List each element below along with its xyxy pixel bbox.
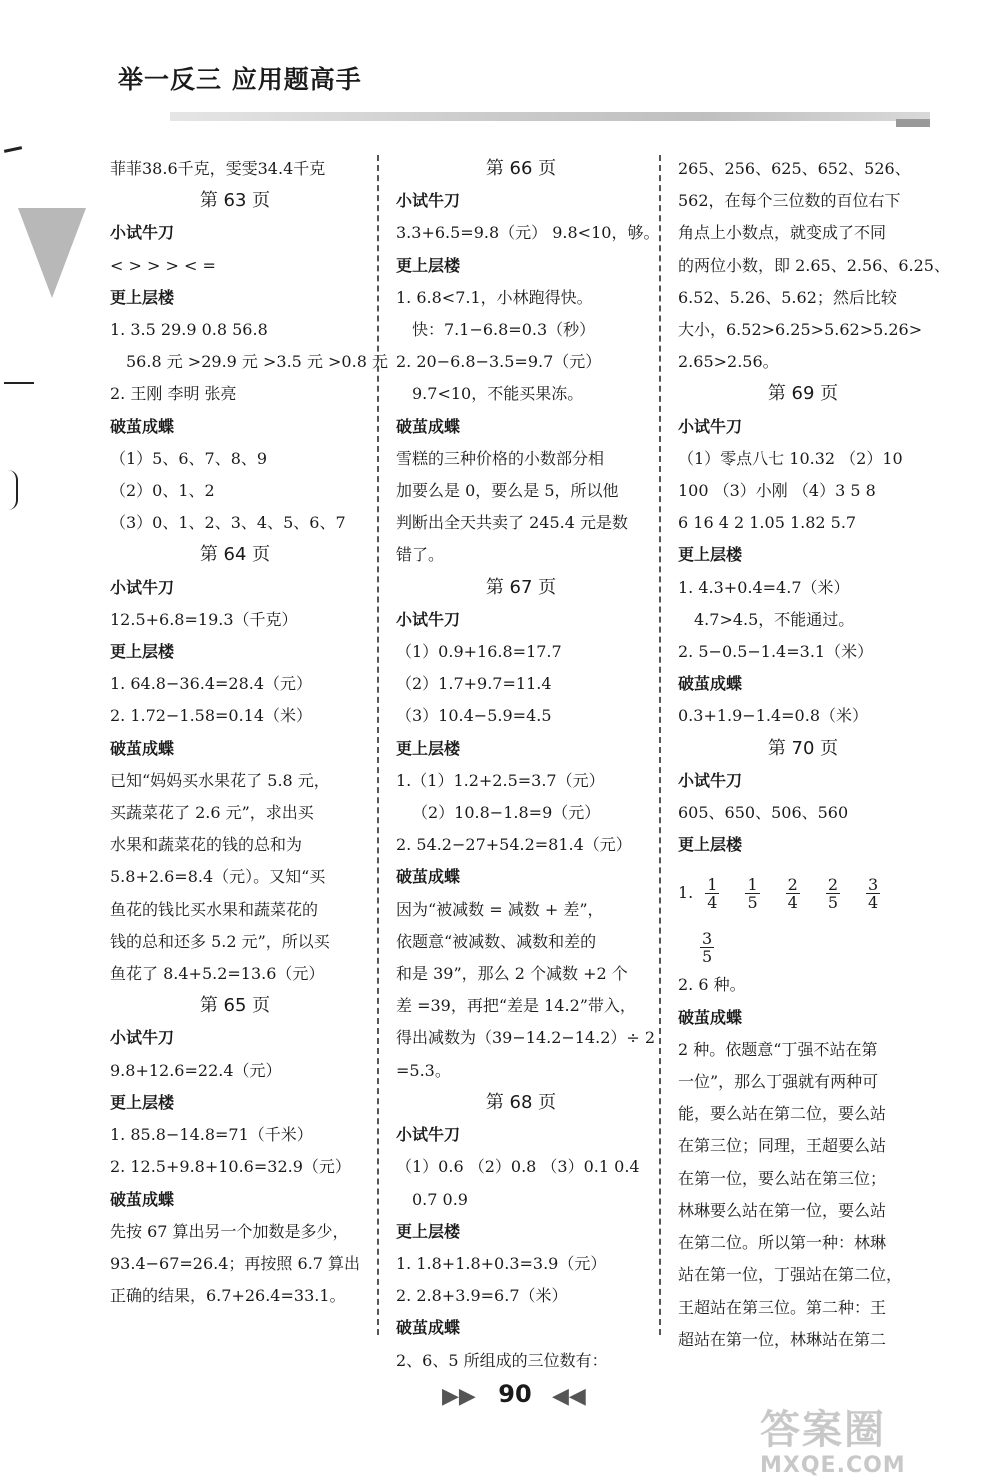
- answer-column-2: [396, 153, 660, 1377]
- binding-mark: [4, 382, 34, 384]
- answer-line: 0.7 0.9: [412, 1189, 468, 1209]
- answer-line: 100 （3）小刚 （4）3 5 8: [678, 481, 876, 501]
- answer-line: 9.8+12.6=22.4（元）: [110, 1060, 282, 1080]
- answer-line: 林琳要么站在第一位，要么站: [678, 1200, 887, 1220]
- fraction: $\frac{3}{4}$: [868, 874, 879, 912]
- section-heading: 小试牛刀: [396, 1125, 461, 1145]
- answer-line: 在第三位；同理，王超要么站: [678, 1136, 887, 1156]
- section-heading: 小试牛刀: [110, 577, 175, 597]
- answer-line: 4.7>4.5，不能通过。: [694, 609, 855, 629]
- binding-mark: [4, 146, 22, 153]
- answer-line: 12.5+6.8=19.3（千克）: [110, 609, 298, 629]
- left-arrow-icon: ◀◀: [552, 1384, 586, 1409]
- answer-line: 1. 3.5 29.9 0.8 56.8: [110, 320, 268, 340]
- answer-line: =5.3。: [396, 1060, 451, 1080]
- answer-line: 正确的结果，6.7+26.4=33.1。: [110, 1286, 346, 1306]
- page-heading: 第 68 页: [485, 1091, 557, 1113]
- answer-line: 6.52、5.26、5.62；然后比较: [678, 287, 897, 307]
- section-heading: 小试牛刀: [110, 1028, 175, 1048]
- answer-line: 在第一位，要么站在第三位；: [678, 1168, 887, 1188]
- page-heading: 第 65 页: [199, 995, 271, 1017]
- answer-line: 2 种。依题意“丁强不站在第: [678, 1039, 878, 1059]
- answer-line: 在第二位。所以第一种：林琳: [678, 1233, 887, 1253]
- answer-line: 2. 王刚 李明 张亮: [110, 384, 237, 404]
- section-heading: 更上层楼: [110, 1092, 175, 1112]
- answer-line: 562，在每个三位数的百位右下: [678, 191, 901, 211]
- answer-line: 鱼花的钱比买水果和蔬菜花的: [110, 899, 319, 919]
- answer-line: 错了。: [396, 545, 445, 565]
- section-heading: 小试牛刀: [678, 416, 743, 436]
- answer-line: （1）零点八七 10.32 （2）10: [678, 448, 903, 468]
- answer-line: （1）0.9+16.8=17.7: [396, 642, 562, 662]
- section-heading: 更上层楼: [110, 287, 175, 307]
- section-heading: 破茧成蝶: [396, 1318, 461, 1338]
- answer-line: 2. 2.8+3.9=6.7（米）: [396, 1286, 568, 1306]
- answer-line: 因为“被减数 = 减数 + 差”，: [396, 899, 604, 919]
- header-rule: [170, 112, 930, 121]
- answer-line: 56.8 元 >29.9 元 >3.5 元 >0.8 元: [126, 352, 388, 372]
- fraction: $\frac{3}{5}$: [702, 928, 713, 966]
- answer-line: （1）5、6、7、8、9: [110, 448, 268, 468]
- answer-line: 钱的总和还多 5.2 元”，所以买: [110, 931, 330, 951]
- answer-line: 9.7<10，不能买果冻。: [412, 384, 584, 404]
- section-heading: 更上层楼: [396, 255, 461, 275]
- answer-line: 先按 67 算出另一个加数是多少，: [110, 1221, 349, 1241]
- answer-line: （2）0、1、2: [110, 481, 215, 501]
- section-heading: 破茧成蝶: [396, 867, 461, 887]
- answer-line: 2. 12.5+9.8+10.6=32.9（元）: [110, 1157, 351, 1177]
- answer-line: 买蔬菜花了 2.6 元”，求出买: [110, 803, 314, 823]
- fraction: $\frac{1}{4}$: [707, 874, 718, 912]
- section-heading: 小试牛刀: [110, 223, 175, 243]
- answer-line: （1）0.6 （2）0.8 （3）0.1 0.4: [396, 1157, 640, 1177]
- answer-line: 93.4−67=26.4；再按照 6.7 算出: [110, 1253, 361, 1273]
- answer-line: 1. 1.8+1.8+0.3=3.9（元）: [396, 1253, 607, 1273]
- fraction-answers-cont: [678, 925, 928, 969]
- answer-line: 1.（1）1.2+2.5=3.7（元）: [396, 770, 605, 790]
- answer-line: 大小，6.52>6.25>5.62>5.26>: [678, 320, 923, 340]
- answer-line: （2）10.8−1.8=9（元）: [412, 803, 601, 823]
- section-heading: 破茧成蝶: [396, 416, 461, 436]
- answer-line: 依题意“被减数、减数和差的: [396, 931, 597, 951]
- corner-triangle-decoration: [18, 208, 86, 298]
- answer-line: 2.65>2.56。: [678, 352, 779, 372]
- answer-line: 得出减数为（39−14.2−14.2）÷ 2: [396, 1028, 656, 1048]
- answer-line: 1. 64.8−36.4=28.4（元）: [110, 674, 313, 694]
- answer-line: 2. 20−6.8−3.5=9.7（元）: [396, 352, 602, 372]
- answer-line: 角点上小数点，就变成了不同: [678, 223, 887, 243]
- answer-line: 加要么是 0，要么是 5，所以他: [396, 481, 619, 501]
- answer-line: 0.3+1.9−1.4=0.8（米）: [678, 706, 869, 726]
- right-arrow-icon: ▶▶: [442, 1384, 476, 1409]
- section-heading: 破茧成蝶: [110, 738, 175, 758]
- page-heading: 第 69 页: [767, 383, 839, 405]
- section-heading: 破茧成蝶: [110, 1189, 175, 1209]
- answer-column-3: [678, 153, 950, 1356]
- section-heading: 小试牛刀: [396, 609, 461, 629]
- section-heading: 破茧成蝶: [678, 674, 743, 694]
- fraction: $\frac{1}{5}$: [747, 874, 758, 912]
- page-heading: 第 63 页: [199, 190, 271, 212]
- answer-line: 1. 6.8<7.1，小林跑得快。: [396, 287, 593, 307]
- answer-line: 265、256、625、652、526、: [678, 159, 911, 178]
- section-heading: 更上层楼: [678, 545, 743, 565]
- answer-line: 和是 39”，那么 2 个减数 +2 个: [396, 964, 628, 984]
- fraction-answers: [678, 861, 928, 925]
- watermark-logo: 答案圈 MXQE.COM: [760, 1407, 906, 1478]
- answer-line: 快：7.1−6.8=0.3（秒）: [412, 320, 596, 340]
- section-heading: 更上层楼: [110, 642, 175, 662]
- column-divider: [377, 155, 379, 1335]
- section-heading: 破茧成蝶: [678, 1007, 743, 1027]
- page-heading: 第 67 页: [485, 576, 557, 598]
- answer-line: 2、6、5 所组成的三位数有：: [396, 1350, 608, 1370]
- answer-line: 水果和蔬菜花的钱的总和为: [110, 835, 303, 855]
- answer-line: （3）0、1、2、3、4、5、6、7: [110, 513, 346, 533]
- answer-line: 1. 85.8−14.8=71（千米）: [110, 1125, 313, 1145]
- answer-line: 一位”，那么丁强就有两种可: [678, 1072, 879, 1092]
- answer-line: 的两位小数，即 2.65、2.56、6.25、: [678, 255, 950, 275]
- answer-line: 王超站在第三位。第二种：王: [678, 1297, 887, 1317]
- answer-line: < > > > < =: [110, 255, 216, 275]
- answer-line: （2）1.7+9.7=11.4: [396, 674, 552, 694]
- answer-line: 1. 4.3+0.4=4.7（米）: [678, 577, 850, 597]
- answer-line: 鱼花了 8.4+5.2=13.6（元）: [110, 964, 325, 984]
- fraction: $\frac{2}{4}$: [787, 874, 798, 912]
- answer-line: 差 =39，再把“差是 14.2”带入，: [396, 996, 636, 1016]
- answer-line: 605、650、506、560: [678, 803, 849, 823]
- fraction: $\frac{2}{5}$: [827, 874, 839, 912]
- answer-line: 2. 54.2−27+54.2=81.4（元）: [396, 835, 632, 855]
- answer-line: 2. 1.72−1.58=0.14（米）: [110, 706, 313, 726]
- answer-line: 6 16 4 2 1.05 1.82 5.7: [678, 513, 857, 533]
- answer-line: 超站在第一位，林琳站在第二: [678, 1329, 887, 1349]
- question-number: 1.: [678, 883, 694, 903]
- answer-line: 已知“妈妈买水果花了 5.8 元，: [110, 770, 330, 790]
- page-number: 90: [498, 1380, 532, 1408]
- answer-line: 菲菲38.6千克，雯雯34.4千克: [110, 159, 326, 178]
- column-divider: [659, 155, 661, 1335]
- answer-line: 判断出全天共卖了 245.4 元是数: [396, 513, 628, 533]
- section-heading: 更上层楼: [396, 738, 461, 758]
- section-heading: 破茧成蝶: [110, 416, 175, 436]
- answer-line: 2. 6 种。: [678, 975, 746, 995]
- header-rule-end: [896, 119, 930, 127]
- answer-line: （3）10.4−5.9=4.5: [396, 706, 552, 726]
- page-heading: 第 70 页: [767, 737, 839, 759]
- answer-column-1: [110, 153, 388, 1312]
- answer-line: 雪糕的三种价格的小数部分相: [396, 448, 605, 468]
- page-heading: 第 64 页: [199, 544, 271, 566]
- answer-line: 能，要么站在第二位，要么站: [678, 1104, 887, 1124]
- book-title: 举一反三 应用题高手: [118, 65, 362, 94]
- binding-mark: [8, 470, 18, 510]
- section-heading: 小试牛刀: [678, 770, 743, 790]
- page-heading: 第 66 页: [485, 158, 557, 179]
- section-heading: 更上层楼: [396, 1221, 461, 1241]
- section-heading: 小试牛刀: [396, 191, 461, 211]
- answer-line: 站在第一位，丁强站在第二位，: [678, 1265, 903, 1285]
- answer-line: 2. 5−0.5−1.4=3.1（米）: [678, 642, 874, 662]
- answer-line: 5.8+2.6=8.4（元）。又知“买: [110, 867, 326, 887]
- answer-line: 3.3+6.5=9.8（元） 9.8<10，够。: [396, 223, 660, 243]
- section-heading: 更上层楼: [678, 835, 743, 855]
